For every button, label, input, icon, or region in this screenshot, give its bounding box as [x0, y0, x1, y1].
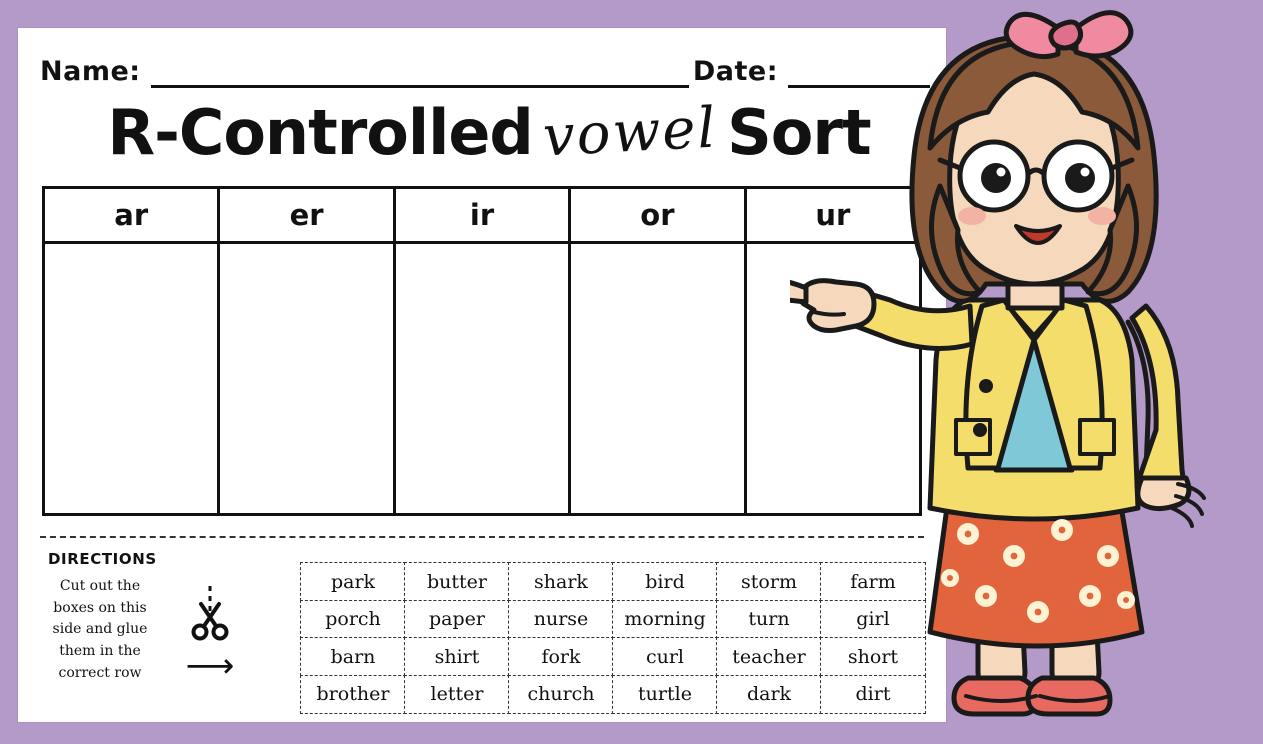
name-label: Name: — [40, 56, 141, 87]
word-card[interactable]: bird — [612, 562, 718, 601]
sort-column-ir — [396, 189, 571, 513]
word-card[interactable]: brother — [300, 675, 406, 714]
directions-block — [48, 550, 283, 715]
scissors-icon — [183, 580, 237, 647]
arrow-right-icon: ⟶ — [185, 646, 235, 686]
sort-drop-area[interactable] — [45, 244, 217, 513]
sort-column-header: ur — [747, 189, 919, 244]
sort-column-or — [571, 189, 746, 513]
directions-heading: DIRECTIONS — [48, 550, 157, 568]
word-card[interactable]: fork — [508, 637, 614, 676]
sort-column-header: ir — [396, 189, 568, 244]
date-label: Date: — [692, 56, 778, 87]
word-card[interactable]: farm — [820, 562, 926, 601]
sort-drop-area[interactable] — [571, 244, 743, 513]
word-card[interactable]: shirt — [404, 637, 510, 676]
word-card[interactable]: letter — [404, 675, 510, 714]
directions-icons — [158, 576, 262, 686]
title-part-2: vowel — [541, 95, 719, 170]
sort-column-ar — [45, 189, 220, 513]
word-card[interactable]: turn — [716, 600, 822, 639]
word-card[interactable]: nurse — [508, 600, 614, 639]
title-part-3: Sort — [727, 96, 871, 169]
directions-body — [48, 576, 283, 684]
word-card[interactable]: barn — [300, 637, 406, 676]
sort-drop-area[interactable] — [396, 244, 568, 513]
word-card[interactable]: paper — [404, 600, 510, 639]
sort-column-er — [220, 189, 395, 513]
word-card[interactable]: park — [300, 562, 406, 601]
word-card[interactable]: short — [820, 637, 926, 676]
word-card[interactable]: girl — [820, 600, 926, 639]
name-input-line[interactable] — [151, 43, 689, 88]
word-card[interactable]: teacher — [716, 637, 822, 676]
word-card[interactable]: church — [508, 675, 614, 714]
word-card[interactable]: morning — [612, 600, 718, 639]
directions-text: Cut out the boxes on this side and glue them in the correct row — [52, 578, 148, 681]
word-card[interactable]: dirt — [820, 675, 926, 714]
word-card[interactable]: dark — [716, 675, 822, 714]
word-card[interactable]: butter — [404, 562, 510, 601]
sort-column-header: or — [571, 189, 743, 244]
sort-column-header: ar — [45, 189, 217, 244]
word-card[interactable]: turtle — [612, 675, 718, 714]
girl-teacher-pointing-illustration — [790, 0, 1263, 744]
title-part-1: R-Controlled — [107, 96, 533, 169]
word-card[interactable]: curl — [612, 637, 718, 676]
sort-column-header: er — [220, 189, 392, 244]
word-card[interactable]: porch — [300, 600, 406, 639]
sort-drop-area[interactable] — [220, 244, 392, 513]
word-card[interactable]: shark — [508, 562, 614, 601]
word-card[interactable]: storm — [716, 562, 822, 601]
